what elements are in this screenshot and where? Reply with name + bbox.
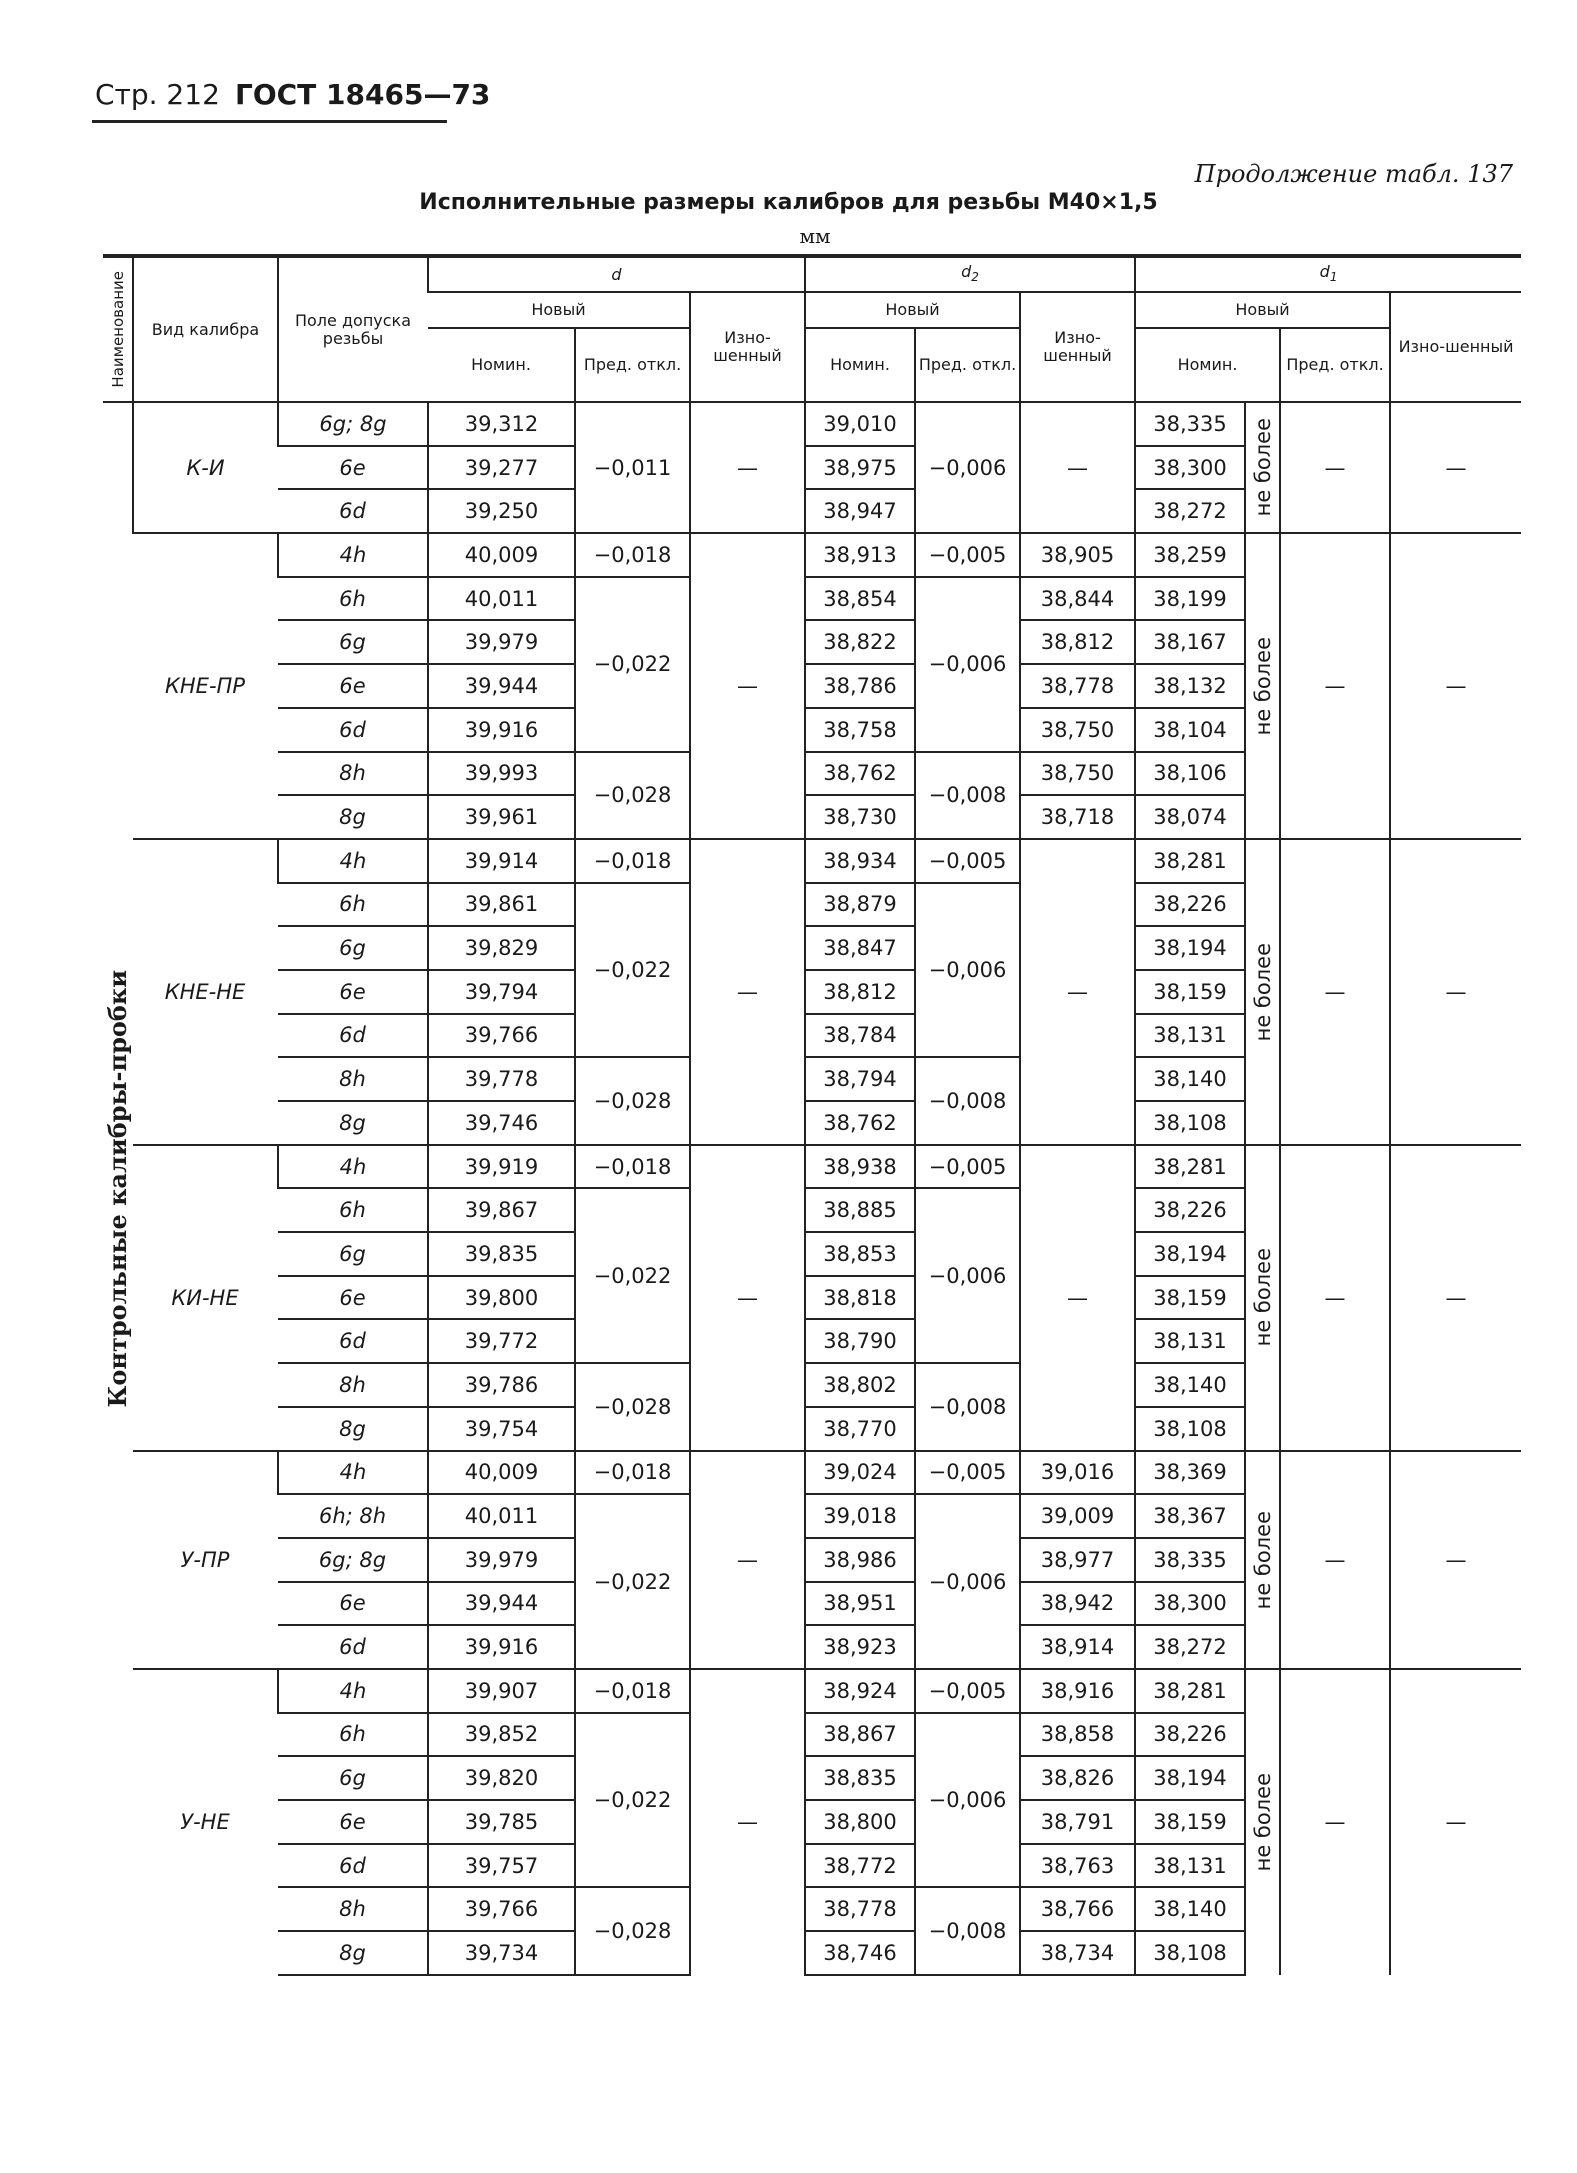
gauge-kind: КИ-НЕ	[133, 1145, 278, 1451]
d2-nominal: 38,913	[805, 533, 915, 577]
d1-not-more-label: не более	[1245, 839, 1280, 1145]
d2-deviation: −0,006	[915, 883, 1020, 1058]
d-nominal: 39,757	[428, 1844, 575, 1888]
tolerance-field: 6e	[278, 1582, 428, 1626]
table-row	[103, 839, 1521, 883]
d1-nominal: 38,281	[1135, 839, 1245, 883]
d1-deviation: —	[1280, 1451, 1390, 1669]
tolerance-field: 6g	[278, 1232, 428, 1276]
tolerance-field: 6d	[278, 489, 428, 533]
tolerance-field: 6d	[278, 1844, 428, 1888]
d-worn: —	[690, 1145, 805, 1451]
d1-nominal: 38,140	[1135, 1057, 1245, 1101]
d2-nomin-header: Номин.	[805, 328, 915, 402]
d-dev-header: Пред. откл.	[575, 328, 690, 402]
d-deviation: −0,028	[575, 1887, 690, 1974]
d2-nominal: 38,758	[805, 708, 915, 752]
d1-nomin-header: Номин.	[1135, 328, 1280, 402]
tolerance-field: 6e	[278, 1800, 428, 1844]
d-nominal: 39,861	[428, 883, 575, 927]
d-nominal: 40,011	[428, 1494, 575, 1538]
d-nominal: 39,794	[428, 970, 575, 1014]
d1-nominal: 38,108	[1135, 1931, 1245, 1975]
d2-worn: 38,750	[1020, 708, 1135, 752]
d1-nominal: 38,108	[1135, 1101, 1245, 1145]
d2-deviation: −0,006	[915, 577, 1020, 752]
d-deviation: −0,011	[575, 402, 690, 533]
d2-worn: 38,778	[1020, 664, 1135, 708]
tolerance-field: 6d	[278, 1625, 428, 1669]
d1-nominal: 38,300	[1135, 446, 1245, 490]
d-nominal: 39,961	[428, 795, 575, 839]
d-nominal: 39,277	[428, 446, 575, 490]
d-nomin-header: Номин.	[428, 328, 575, 402]
d-nominal: 39,734	[428, 1931, 575, 1975]
d2-nominal: 38,867	[805, 1713, 915, 1757]
d2-worn: 38,905	[1020, 533, 1135, 577]
d-nominal: 39,829	[428, 926, 575, 970]
d2-nominal: 38,934	[805, 839, 915, 883]
table-units: мм	[799, 224, 831, 248]
d2-nominal: 38,847	[805, 926, 915, 970]
d-deviation: −0,022	[575, 883, 690, 1058]
d2-nominal: 38,794	[805, 1057, 915, 1101]
d-deviation: −0,022	[575, 1713, 690, 1888]
d-nominal: 40,009	[428, 1451, 575, 1495]
d1-nominal: 38,106	[1135, 752, 1245, 796]
d1-nominal: 38,131	[1135, 1319, 1245, 1363]
d2-nominal: 38,730	[805, 795, 915, 839]
d-nominal: 39,852	[428, 1713, 575, 1757]
d1-deviation: —	[1280, 1145, 1390, 1451]
d1-nominal: 38,104	[1135, 708, 1245, 752]
d2-worn: —	[1020, 402, 1135, 533]
d-nominal: 39,772	[428, 1319, 575, 1363]
d-nominal: 39,916	[428, 1625, 575, 1669]
d2-nominal: 38,947	[805, 489, 915, 533]
d2-nominal: 38,835	[805, 1756, 915, 1800]
d-nominal: 39,979	[428, 620, 575, 664]
d2-nominal: 38,786	[805, 664, 915, 708]
table-title: Исполнительные размеры калибров для резьбы М40×1,5	[419, 190, 1158, 215]
tolerance-field: 4h	[278, 1451, 428, 1495]
d-nominal: 39,993	[428, 752, 575, 796]
d1-nominal: 38,140	[1135, 1363, 1245, 1407]
d1-dev-header: Пред. откл.	[1280, 328, 1390, 402]
gauge-kind: КНЕ-НЕ	[133, 839, 278, 1145]
tolerance-field: 6e	[278, 664, 428, 708]
d2-worn: 38,914	[1020, 1625, 1135, 1669]
col-kind-header: Вид калибра	[133, 256, 278, 402]
d2-worn: —	[1020, 1145, 1135, 1451]
tolerance-field: 6g	[278, 620, 428, 664]
d-deviation: −0,018	[575, 1145, 690, 1189]
d-nominal: 39,785	[428, 1800, 575, 1844]
d2-worn: 39,009	[1020, 1494, 1135, 1538]
d2-worn: 38,734	[1020, 1931, 1135, 1975]
d2-nominal: 38,770	[805, 1407, 915, 1451]
d1-worn: —	[1390, 839, 1521, 1145]
d2-nominal: 38,975	[805, 446, 915, 490]
d1-nominal: 38,194	[1135, 926, 1245, 970]
d-nominal: 39,746	[428, 1101, 575, 1145]
table-row	[103, 533, 1521, 577]
table-row	[103, 402, 1521, 446]
d1-nominal: 38,272	[1135, 489, 1245, 533]
d2-nominal: 38,762	[805, 1101, 915, 1145]
tolerance-field: 6e	[278, 1276, 428, 1320]
d-nominal: 39,778	[428, 1057, 575, 1101]
gauge-kind: У-ПР	[133, 1451, 278, 1669]
d-nominal: 39,820	[428, 1756, 575, 1800]
d-nominal: 39,914	[428, 839, 575, 883]
d-deviation: −0,028	[575, 1057, 690, 1144]
d2-nominal: 38,800	[805, 1800, 915, 1844]
d-deviation: −0,018	[575, 1669, 690, 1713]
d1-deviation: —	[1280, 402, 1390, 533]
d1-nominal: 38,367	[1135, 1494, 1245, 1538]
d1-nominal: 38,226	[1135, 1188, 1245, 1232]
d2-nominal: 38,790	[805, 1319, 915, 1363]
d1-nominal: 38,226	[1135, 883, 1245, 927]
d2-deviation: −0,005	[915, 533, 1020, 577]
d-nominal: 39,766	[428, 1887, 575, 1931]
d-nominal: 39,250	[428, 489, 575, 533]
d1-nominal: 38,335	[1135, 402, 1245, 446]
d-nominal: 39,979	[428, 1538, 575, 1582]
gauge-kind: К-И	[133, 402, 278, 533]
d1-nominal: 38,140	[1135, 1887, 1245, 1931]
d2-nominal: 38,854	[805, 577, 915, 621]
tolerance-field: 6d	[278, 1319, 428, 1363]
tolerance-field: 8h	[278, 1363, 428, 1407]
d1-nominal: 38,131	[1135, 1014, 1245, 1058]
tolerance-field: 6g	[278, 1756, 428, 1800]
row-group-name: Контрольные калибры-пробки	[103, 970, 132, 1408]
d1-nominal: 38,074	[1135, 795, 1245, 839]
tolerance-field: 6e	[278, 970, 428, 1014]
d2-deviation: −0,005	[915, 839, 1020, 883]
col-name-header: Наименование	[103, 256, 133, 402]
gauge-kind: КНЕ-ПР	[133, 533, 278, 839]
d2-deviation: −0,006	[915, 1713, 1020, 1888]
d1-nominal: 38,131	[1135, 1844, 1245, 1888]
d1-nominal: 38,194	[1135, 1756, 1245, 1800]
d1-new-header: Новый	[1135, 292, 1390, 328]
d2-nominal: 38,772	[805, 1844, 915, 1888]
d2-nominal: 39,010	[805, 402, 915, 446]
d-deviation: −0,018	[575, 533, 690, 577]
d2-new-header: Новый	[805, 292, 1020, 328]
d-nominal: 40,011	[428, 577, 575, 621]
d2-deviation: −0,005	[915, 1451, 1020, 1495]
table-body	[103, 402, 1521, 1975]
table-row	[103, 1451, 1521, 1495]
d1-nominal: 38,159	[1135, 970, 1245, 1014]
d-nominal: 39,766	[428, 1014, 575, 1058]
d-nominal: 39,944	[428, 1582, 575, 1626]
d1-nominal: 38,226	[1135, 1713, 1245, 1757]
d1-nominal: 38,132	[1135, 664, 1245, 708]
tolerance-field: 6e	[278, 446, 428, 490]
d-deviation: −0,028	[575, 1363, 690, 1450]
d2-worn: 38,718	[1020, 795, 1135, 839]
d2-worn: 39,016	[1020, 1451, 1135, 1495]
d1-nominal: 38,300	[1135, 1582, 1245, 1626]
d2-deviation: −0,006	[915, 1494, 1020, 1669]
d2-nominal: 38,853	[805, 1232, 915, 1276]
table-continuation: Продолжение табл. 137	[1194, 160, 1513, 188]
d2-worn: 38,977	[1020, 1538, 1135, 1582]
tolerance-field: 4h	[278, 1669, 428, 1713]
col-d-header: d	[428, 256, 805, 292]
tolerance-field: 8h	[278, 1887, 428, 1931]
d1-worn: —	[1390, 1451, 1521, 1669]
d2-worn: 38,942	[1020, 1582, 1135, 1626]
d-new-header: Новый	[428, 292, 690, 328]
d1-nominal: 38,335	[1135, 1538, 1245, 1582]
d1-not-more-label: не более	[1245, 402, 1280, 533]
d2-nominal: 39,018	[805, 1494, 915, 1538]
d-nominal: 39,754	[428, 1407, 575, 1451]
tolerance-field: 8h	[278, 752, 428, 796]
tolerance-field: 6g; 8g	[278, 402, 428, 446]
tolerance-field: 6h	[278, 577, 428, 621]
d2-deviation: −0,006	[915, 1188, 1020, 1363]
d2-worn: 38,858	[1020, 1713, 1135, 1757]
d2-worn: 38,750	[1020, 752, 1135, 796]
d2-deviation: −0,005	[915, 1145, 1020, 1189]
d2-nominal: 38,938	[805, 1145, 915, 1189]
d2-worn-header: Изно-шенный	[1020, 292, 1135, 402]
d1-nominal: 38,108	[1135, 1407, 1245, 1451]
tolerance-field: 6g; 8g	[278, 1538, 428, 1582]
tolerance-field: 6h	[278, 1713, 428, 1757]
d2-nominal: 38,746	[805, 1931, 915, 1975]
gauge-dimensions-table	[103, 254, 1521, 1976]
tolerance-field: 4h	[278, 533, 428, 577]
d-deviation: −0,022	[575, 577, 690, 752]
d-nominal: 39,312	[428, 402, 575, 446]
d-worn: —	[690, 1669, 805, 1975]
d1-nominal: 38,369	[1135, 1451, 1245, 1495]
d1-nominal: 38,159	[1135, 1276, 1245, 1320]
tolerance-field: 4h	[278, 1145, 428, 1189]
d2-worn: 38,826	[1020, 1756, 1135, 1800]
d2-deviation: −0,006	[915, 402, 1020, 533]
d2-worn: 38,791	[1020, 1800, 1135, 1844]
d1-worn: —	[1390, 1669, 1521, 1975]
d2-nominal: 38,923	[805, 1625, 915, 1669]
d1-deviation: —	[1280, 839, 1390, 1145]
tolerance-field: 8h	[278, 1057, 428, 1101]
d2-worn: 38,844	[1020, 577, 1135, 621]
d2-nominal: 38,986	[805, 1538, 915, 1582]
tolerance-field: 6h; 8h	[278, 1494, 428, 1538]
d-nominal: 40,009	[428, 533, 575, 577]
d-nominal: 39,919	[428, 1145, 575, 1189]
d-nominal: 39,800	[428, 1276, 575, 1320]
d-worn: —	[690, 1451, 805, 1669]
header-rule	[92, 120, 447, 123]
tolerance-field: 6g	[278, 926, 428, 970]
d1-nominal: 38,281	[1135, 1145, 1245, 1189]
col-d1-header: $d_1$	[1135, 256, 1521, 292]
standard-number: ГОСТ 18465—73	[234, 78, 491, 111]
d-nominal: 39,835	[428, 1232, 575, 1276]
table-row	[103, 1669, 1521, 1713]
d2-deviation: −0,008	[915, 1887, 1020, 1974]
d2-worn: 38,916	[1020, 1669, 1135, 1713]
d1-nominal: 38,167	[1135, 620, 1245, 664]
d2-nominal: 38,879	[805, 883, 915, 927]
d2-deviation: −0,008	[915, 1363, 1020, 1450]
d1-not-more-label: не более	[1245, 533, 1280, 839]
d2-nominal: 38,784	[805, 1014, 915, 1058]
tolerance-field: 8g	[278, 1407, 428, 1451]
d2-worn: 38,812	[1020, 620, 1135, 664]
d2-worn: 38,763	[1020, 1844, 1135, 1888]
d2-worn: 38,766	[1020, 1887, 1135, 1931]
d2-nominal: 38,885	[805, 1188, 915, 1232]
d1-not-more-label: не более	[1245, 1145, 1280, 1451]
d2-deviation: −0,008	[915, 1057, 1020, 1144]
page-number: Стр. 212	[95, 78, 220, 111]
d-deviation: −0,018	[575, 839, 690, 883]
tolerance-field: 6h	[278, 883, 428, 927]
d-deviation: −0,022	[575, 1188, 690, 1363]
d2-nominal: 38,951	[805, 1582, 915, 1626]
d2-nominal: 38,762	[805, 752, 915, 796]
d1-not-more-label: не более	[1245, 1669, 1280, 1975]
tolerance-field: 6h	[278, 1188, 428, 1232]
d1-nominal: 38,281	[1135, 1669, 1245, 1713]
tolerance-field: 8g	[278, 1101, 428, 1145]
d-nominal: 39,916	[428, 708, 575, 752]
d1-nominal: 38,272	[1135, 1625, 1245, 1669]
gauge-kind: У-НЕ	[133, 1669, 278, 1975]
d2-nominal: 38,812	[805, 970, 915, 1014]
d-deviation: −0,022	[575, 1494, 690, 1669]
d2-dev-header: Пред. откл.	[915, 328, 1020, 402]
d2-deviation: −0,008	[915, 752, 1020, 839]
d-deviation: −0,018	[575, 1451, 690, 1495]
col-d2-header: $d_2$	[805, 256, 1135, 292]
d1-nominal: 38,194	[1135, 1232, 1245, 1276]
d2-nominal: 38,924	[805, 1669, 915, 1713]
d-deviation: −0,028	[575, 752, 690, 839]
d1-nominal: 38,159	[1135, 1800, 1245, 1844]
d2-nominal: 38,778	[805, 1887, 915, 1931]
d1-worn-header: Изно-шенный	[1390, 292, 1521, 402]
d2-nominal: 39,024	[805, 1451, 915, 1495]
table-row	[103, 1145, 1521, 1189]
tolerance-field: 4h	[278, 839, 428, 883]
tolerance-field: 8g	[278, 795, 428, 839]
d1-nominal: 38,199	[1135, 577, 1245, 621]
d1-nominal: 38,259	[1135, 533, 1245, 577]
d2-worn: —	[1020, 839, 1135, 1145]
d1-worn: —	[1390, 402, 1521, 533]
d-worn: —	[690, 402, 805, 533]
d1-worn: —	[1390, 533, 1521, 839]
d1-worn: —	[1390, 1145, 1521, 1451]
d-worn: —	[690, 839, 805, 1145]
tolerance-field: 6d	[278, 1014, 428, 1058]
d-nominal: 39,786	[428, 1363, 575, 1407]
d2-nominal: 38,822	[805, 620, 915, 664]
d2-nominal: 38,802	[805, 1363, 915, 1407]
d1-not-more-label: не более	[1245, 1451, 1280, 1669]
d-worn-header: Изно-шенный	[690, 292, 805, 402]
col-tolerance-header: Поле допуска резьбы	[278, 256, 428, 402]
page-header	[95, 78, 490, 111]
d-worn: —	[690, 533, 805, 839]
d2-nominal: 38,818	[805, 1276, 915, 1320]
d-nominal: 39,944	[428, 664, 575, 708]
d1-deviation: —	[1280, 533, 1390, 839]
d2-deviation: −0,005	[915, 1669, 1020, 1713]
tolerance-field: 6d	[278, 708, 428, 752]
d-nominal: 39,907	[428, 1669, 575, 1713]
d-nominal: 39,867	[428, 1188, 575, 1232]
d1-deviation: —	[1280, 1669, 1390, 1975]
tolerance-field: 8g	[278, 1931, 428, 1975]
